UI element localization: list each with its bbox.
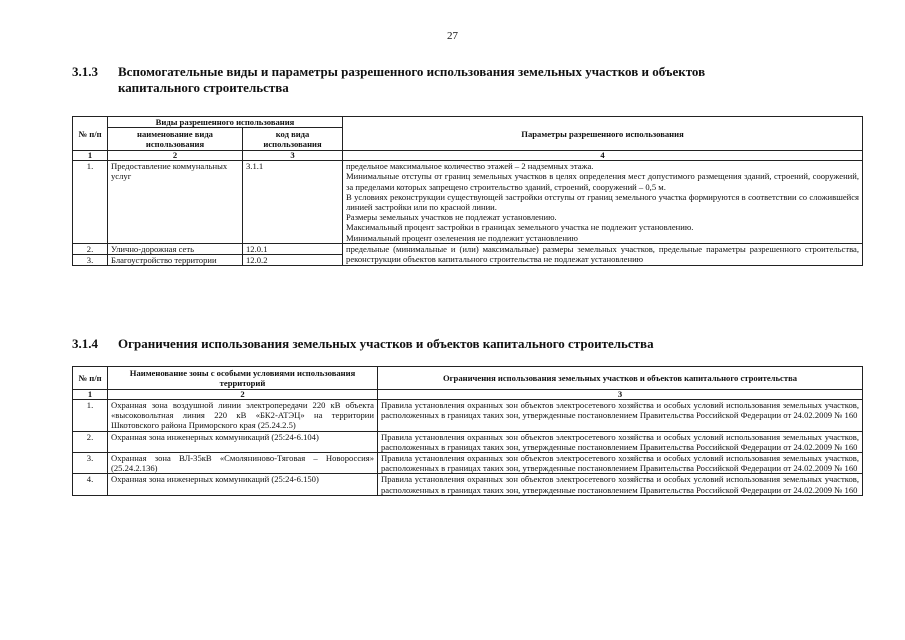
row-use-name: Предоставление коммунальных услуг (108, 161, 243, 244)
row-restriction: Правила установления охранных зон объектов электросетевого хозяйства и особых условий использования земельных участков, расположенных в границах таких зон, утвержденные постановлением Правительства Российской Федерации от 24.02.2009 № 160 (378, 474, 863, 495)
row-use-name: Улично-дорожная сеть (108, 243, 243, 254)
row-num: 1. (73, 400, 108, 432)
header-group: Виды разрешенного использования (108, 117, 343, 128)
table-row (73, 161, 863, 244)
column-number: 2 (108, 151, 243, 161)
row-use-code: 12.0.2 (243, 255, 343, 266)
row-num: 3. (73, 453, 108, 474)
permitted-use-table (72, 116, 863, 266)
param-line: Размеры земельных участков не подлежат установлению. (346, 212, 557, 223)
column-number: 1 (73, 151, 108, 161)
section-title: Вспомогательные виды и параметры разрешенного использования земельных участков и объектов (118, 64, 706, 79)
row-num: 2. (73, 243, 108, 254)
section-heading-3-1-3 (72, 64, 862, 96)
restrictions-table (72, 366, 863, 496)
row-num: 3. (73, 255, 108, 266)
row-use-code: 12.0.1 (243, 243, 343, 254)
header-num: № п/п (73, 367, 108, 390)
section-heading-3-1-4 (72, 336, 862, 352)
section-number: 3.1.4 (72, 336, 98, 351)
header-use-name: наименование вида использования (108, 128, 243, 151)
section-title: Ограничения использования земельных участков и объектов капитального строительства (118, 336, 654, 351)
header-restrictions: Ограничения использования земельных участков и объектов капитального строительства (378, 367, 863, 390)
section-title-continued: капитального строительства (118, 80, 289, 95)
row-restriction: Правила установления охранных зон объектов электросетевого хозяйства и особых условий использования земельных участков, расположенных в границах таких зон, утвержденные постановлением Правительства Российской Федерации от 24.02.2009 № 160 (378, 400, 863, 432)
page-number: 27 (447, 30, 458, 42)
row-zone-name: Охранная зона инженерных коммуникаций (25:24-6.150) (108, 474, 378, 495)
section-number: 3.1.3 (72, 64, 98, 79)
column-number: 3 (378, 390, 863, 400)
row-use-name: Благоустройство территории (108, 255, 243, 266)
column-number-row (73, 151, 863, 161)
header-zone-name: Наименование зоны с особыми условиями использования территорий (108, 367, 378, 390)
column-number-row (73, 390, 863, 400)
param-line: Минимальный процент озеленения не подлежит установлению (346, 232, 578, 243)
column-number: 1 (73, 390, 108, 400)
column-number: 2 (108, 390, 378, 400)
table-row (73, 431, 863, 452)
table-row (73, 243, 863, 254)
row-restriction: Правила установления охранных зон объектов электросетевого хозяйства и особых условий использования земельных участков, расположенных в границах таких зон, утвержденные постановлением Правительства Российской Федерации от 24.02.2009 № 160 (378, 431, 863, 452)
row-zone-name: Охранная зона ВЛ-35кВ «Смоляниново-Тяговая – Новороссия» (25.24.2.136) (108, 453, 378, 474)
header-params: Параметры разрешенного использования (343, 117, 863, 151)
param-line: Максимальный процент застройки в границах земельного участка не подлежит установлению. (346, 222, 694, 233)
param-line: В условиях реконструкции существующей застройки отступы от границ земельного участка формируются в соответствии со сложившейся линией застройки или по красной линии. (346, 191, 860, 213)
column-number: 4 (343, 151, 863, 161)
row-num: 2. (73, 431, 108, 452)
row-params (343, 161, 863, 244)
row-params-shared: предельные (минимальные и (или) максимальные) размеры земельных участков, предельные параметры разрешенного строительства, реконструкции объектов капитального строительства не подлежат установлению (343, 243, 863, 265)
row-zone-name: Охранная зона воздушной линии электропередачи 220 кВ объекта «высоковольтная линия 220 кВ «БК2-АТЭЦ» на территории Шкотовского района Приморского края (25.24.2.5) (108, 400, 378, 432)
row-use-code: 3.1.1 (243, 161, 343, 244)
header-use-code: код вида использования (243, 128, 343, 151)
table-row (73, 453, 863, 474)
header-num: № п/п (73, 117, 108, 151)
row-restriction: Правила установления охранных зон объектов электросетевого хозяйства и особых условий использования земельных участков, расположенных в границах таких зон, утвержденные постановлением Правительства Российской Федерации от 24.02.2009 № 160 (378, 453, 863, 474)
row-num: 1. (73, 161, 108, 244)
row-zone-name: Охранная зона инженерных коммуникаций (25:24-6.104) (108, 431, 378, 452)
param-line: Минимальные отступы от границ земельных участков в целях определения мест допустимого размещения зданий, строений, сооружений, за пределами которых запрещено строительство зданий, строений, сооружений – 0,5 м. (346, 171, 860, 192)
param-line: предельное максимальное количество этажей – 2 надземных этажа. (346, 161, 594, 172)
table-row (73, 400, 863, 432)
table-row (73, 474, 863, 495)
row-num: 4. (73, 474, 108, 495)
column-number: 3 (243, 151, 343, 161)
